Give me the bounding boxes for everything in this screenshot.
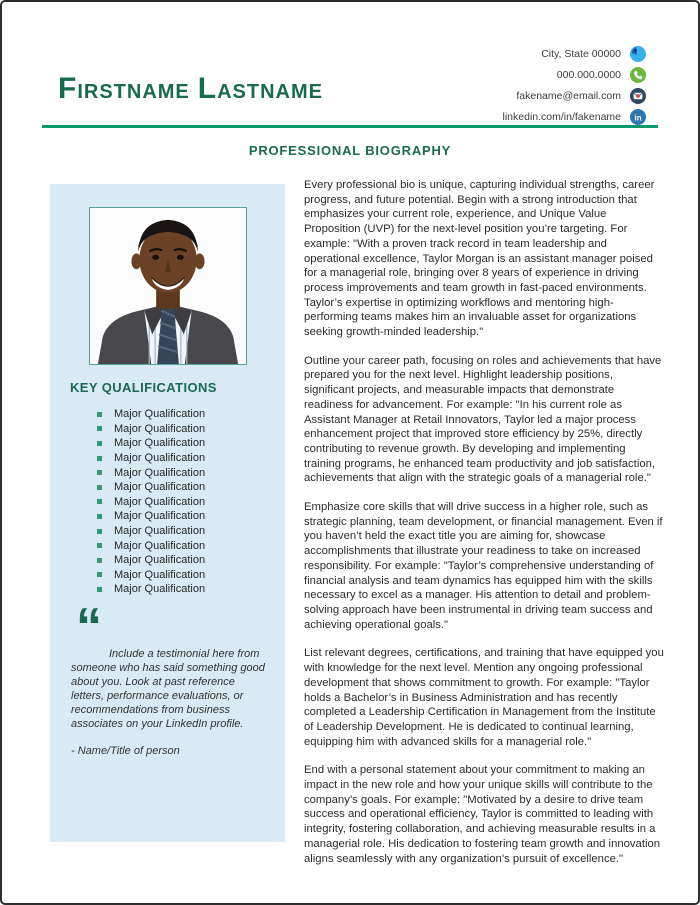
biography-paragraph: List relevant degrees, certifications, and training that have equipped you with knowledge for the next level. Mention any ongoing professional development that shows commitment to growth. For example: "Taylor holds a Bachelor’s in Business Administration and has recently completed a Leadership Certification in Management from the Institute of Leadership Development. He is dedicated to continual learning, equipping him with advanced skills for a managerial role."	[304, 647, 664, 748]
contact-row-linkedin	[503, 109, 646, 125]
person-name	[58, 72, 323, 106]
bullet-square-icon	[97, 412, 102, 417]
qualification-item	[50, 422, 285, 437]
qualification-item	[50, 582, 285, 597]
bullet-square-icon	[97, 485, 102, 490]
contact-row-phone	[503, 67, 646, 83]
email-icon	[630, 88, 646, 104]
biography-paragraph: End with a personal statement about your commitment to making an impact in the new role and how your unique skills will contribute to the company’s goals. For example: "Motivated by a desire to drive team success and operational efficiency, Taylor is committed to leading with integrity, fostering collaboration, and achieving measurable results in a managerial role. His dedication to fostering team growth and innovation aligns seamlessly with any organization’s pursuit of excellence."	[304, 764, 661, 865]
qualification-label: Major Qualification	[114, 408, 206, 421]
qualification-item	[50, 436, 285, 451]
qualification-item	[50, 524, 285, 539]
qualification-item	[50, 553, 285, 568]
qualification-item	[50, 407, 285, 422]
bullet-square-icon	[97, 587, 102, 592]
headshot-photo	[89, 207, 247, 365]
biography-paragraph: Every professional bio is unique, capturing individual strengths, career progress, and future potential. Begin with a strong introduction that emphasizes your current role, experience, and Unique Value Proposition (UVP) for the next-level position you’re targeting. For example: "With a proven track record in team leadership and operational excellence, Taylor Morgan is an assistant manager poised for a managerial role, bringing over 8 years of experience in driving process improvements and team growth in fast-paced environments. Taylor’s expertise in optimizing workflows and mentoring high-performing teams makes him an invaluable asset for organizations seeking growth-minded leadership."	[304, 179, 655, 339]
section-title: PROFESSIONAL BIOGRAPHY	[248, 143, 452, 158]
biography-body	[304, 178, 664, 880]
bullet-square-icon	[97, 456, 102, 461]
qualification-item	[50, 495, 285, 510]
biography-paragraph: Emphasize core skills that will drive success in a higher role, such as strategic planning, team development, or financial management. Even if you haven’t held the exact title you are aiming for, showcase accomplishments that illustrate your readiness to take on increased responsibility. For example: "Taylor’s comprehensive understanding of financial analysis and team dynamics has equipped him with the skills necessary to excel as a manager. His attention to detail and problem-solving approach have been instrumental in driving team success and achieving operational goals."	[304, 501, 663, 631]
qualification-label: Major Qualification	[114, 495, 206, 508]
qualification-item	[50, 451, 285, 466]
bullet-square-icon	[97, 543, 102, 548]
bullet-square-icon	[97, 499, 102, 504]
location-text: City, State 00000	[541, 48, 621, 60]
bullet-square-icon	[97, 572, 102, 577]
email-text: fakename@email.com	[516, 90, 621, 102]
qualification-label: Major Qualification	[114, 554, 206, 567]
qualifications-list	[50, 407, 285, 597]
bullet-square-icon	[97, 529, 102, 534]
qualification-label: Major Qualification	[114, 452, 206, 465]
qualification-item	[50, 538, 285, 553]
qualification-label: Major Qualification	[114, 525, 206, 538]
qualification-label: Major Qualification	[114, 583, 206, 596]
qualification-item	[50, 480, 285, 495]
contact-block	[503, 46, 646, 130]
bullet-square-icon	[97, 558, 102, 563]
qualification-label: Major Qualification	[114, 437, 206, 450]
bullet-square-icon	[97, 514, 102, 519]
linkedin-text: linkedin.com/in/fakename	[502, 111, 621, 123]
qualification-label: Major Qualification	[114, 568, 206, 581]
contact-row-email	[503, 88, 646, 104]
contact-row-location	[503, 46, 646, 62]
last-name: LASTNAME	[197, 72, 323, 105]
testimonial-attribution: - Name/Title of person	[71, 744, 180, 757]
bullet-square-icon	[97, 426, 102, 431]
key-qualifications-title: KEY QUALIFICATIONS	[70, 380, 217, 395]
bullet-square-icon	[97, 470, 102, 475]
phone-text: 000.000.0000	[556, 69, 621, 81]
qualification-item	[50, 509, 285, 524]
biography-paragraph: Outline your career path, focusing on roles and achievements that have prepared you for the next level. Highlight leadership positions, significant projects, and measurable impacts that demonstrate readiness for advancement. For example: "In his current role as Assistant Manager at Retail Innovators, Taylor led a major process enhancement project that improved store efficiency by 25%, directly contributing to revenue growth. By developing and implementing training programs, he enhanced team productivity and job satisfaction, achievements that align with the strategic goals of a managerial role."	[304, 354, 662, 485]
qualification-label: Major Qualification	[114, 510, 206, 523]
first-name: FIRSTNAME	[58, 72, 190, 105]
location-pin-icon	[630, 46, 646, 62]
qualification-item	[50, 568, 285, 583]
qualification-item	[50, 465, 285, 480]
svg-text:in: in	[634, 113, 642, 123]
sidebar	[50, 184, 285, 842]
qualification-label: Major Qualification	[114, 422, 206, 435]
header-divider	[42, 125, 658, 128]
bullet-square-icon	[97, 441, 102, 446]
phone-icon	[630, 67, 646, 83]
qualification-label: Major Qualification	[114, 466, 206, 479]
qualification-label: Major Qualification	[114, 539, 206, 552]
qualification-label: Major Qualification	[114, 481, 206, 494]
linkedin-icon	[630, 109, 646, 125]
testimonial-text: Include a testimonial here from someone who has said something good about you. Look at past reference letters, performance evaluations, or recommendations from business associates on your LinkedIn profile.	[71, 647, 265, 730]
quote-icon: “	[76, 597, 102, 656]
